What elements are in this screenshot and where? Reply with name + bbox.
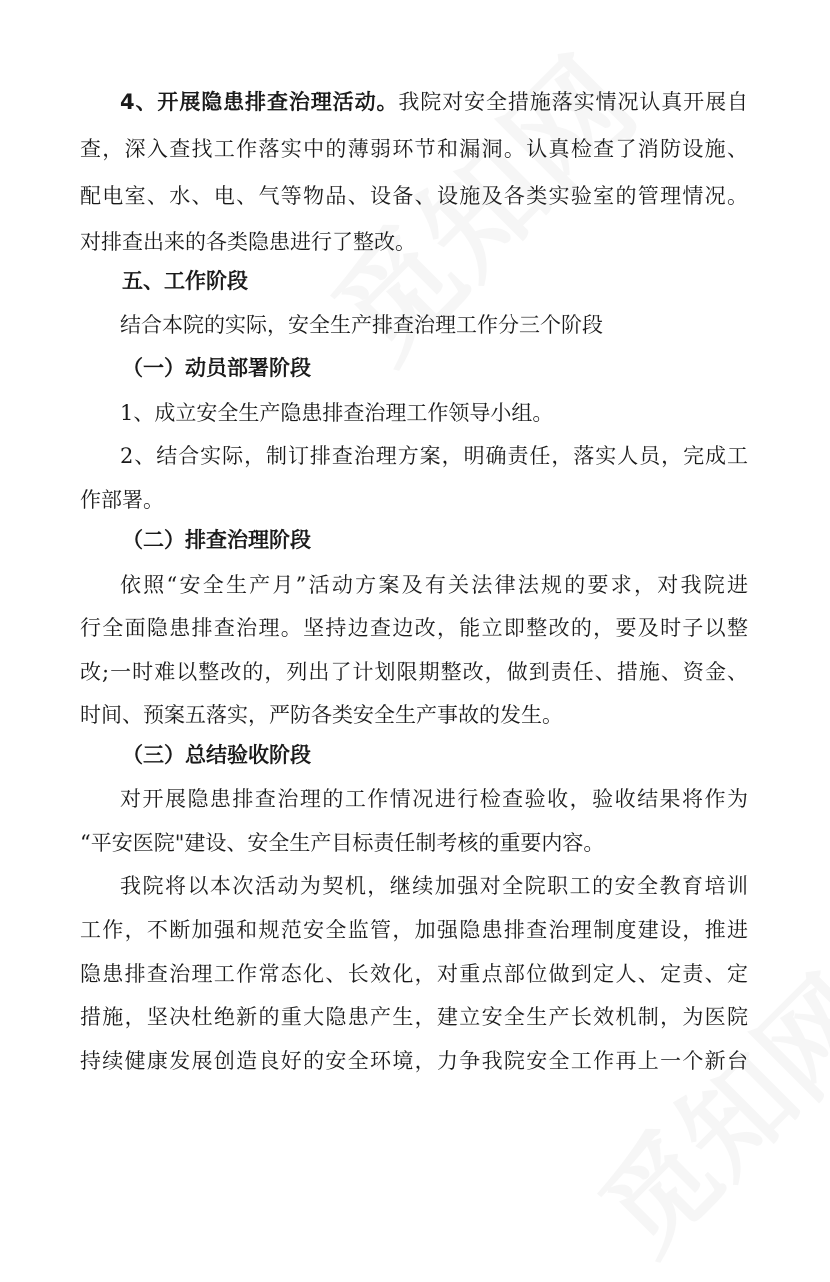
stage3-line2: “平安医院"建设、安全生产目标责任制考核的重要内容。: [80, 831, 605, 855]
stage3-line1: 对开展隐患排查治理的工作情况进行检查验收，验收结果将作为: [120, 787, 748, 811]
stage2-line3: 改;一时难以整改的，列出了计划限期整改，做到责任、措施、资金、: [80, 660, 748, 684]
stage2-heading: （二）排查治理阶段: [122, 528, 311, 552]
item4-title: 4、开展隐患排查治理活动。: [120, 90, 399, 114]
stage1-item2-line2: 作部署。: [80, 488, 164, 512]
stage1-item1: 1、成立安全生产隐患排查治理工作领导小组。: [120, 401, 554, 425]
stage2-line1: 依照“安全生产月”活动方案及有关法律法规的要求，对我院进: [120, 573, 748, 597]
stage2-line4: 时间、预案五落实，严防各类安全生产事故的发生。: [80, 703, 563, 727]
stage1-item2-line1: 2、结合实际，制订排查治理方案，明确责任，落实人员，完成工: [120, 444, 748, 468]
section5-heading: 五、工作阶段: [122, 269, 248, 293]
item4-line1: [120, 88, 748, 116]
item4-line1-text: 我院对安全措施落实情况认真开展自: [398, 90, 748, 114]
item4-line4: 对排查出来的各类隐患进行了整改。: [80, 230, 416, 254]
watermark-bottom: [560, 937, 830, 1282]
stage2-line2: 行全面隐患排查治理。坚持边查边改，能立即整改的，要及时子以整: [80, 616, 748, 640]
stage1-heading: （一）动员部署阶段: [122, 356, 311, 380]
closing-line4: 措施，坚决杜绝新的重大隐患产生，建立安全生产长效机制，为医院: [80, 1005, 748, 1029]
stage3-heading: （三）总结验收阶段: [122, 743, 311, 767]
closing-line1: 我院将以本次活动为契机，继续加强对全院职工的安全教育培训: [120, 874, 748, 898]
item4-line3: 配电室、水、电、气等物品、设备、设施及各类实验室的管理情况。: [80, 184, 748, 208]
closing-line3: 隐患排查治理工作常态化、长效化，对重点部位做到定人、定责、定: [80, 962, 748, 986]
closing-line2: 工作，不断加强和规范安全监管，加强隐患排查治理制度建设，推进: [80, 918, 748, 942]
closing-line5: 持续健康发展创造良好的安全环境，力争我院安全工作再上一个新台: [80, 1049, 748, 1073]
item4-line2: 查，深入查找工作落实中的薄弱环节和漏洞。认真检查了消防设施、: [80, 137, 748, 161]
section5-intro: 结合本院的实际，安全生产排查治理工作分三个阶段: [120, 313, 603, 337]
